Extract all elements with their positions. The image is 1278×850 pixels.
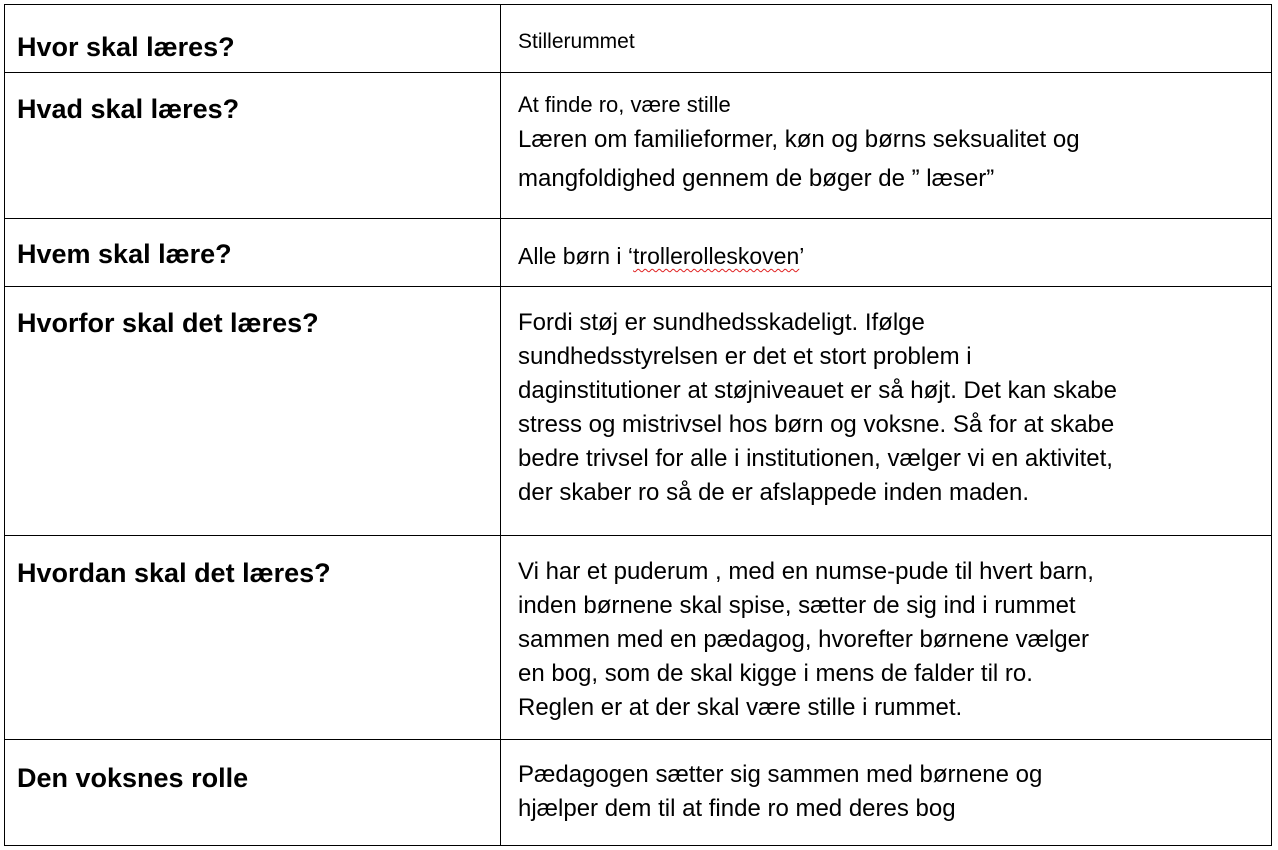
question-label: Den voksnes rolle [17, 763, 249, 793]
answer-line: Pædagogen sætter sig sammen med børnene og [518, 761, 1043, 788]
answer-cell [501, 287, 1272, 536]
answer-cell [501, 536, 1272, 740]
answer-line: sundhedsstyrelsen er det et stort problem i [518, 343, 972, 370]
question-label: Hvad skal læres? [17, 94, 240, 124]
question-label: Hvem skal lære? [17, 239, 232, 269]
lesson-plan-table [4, 4, 1272, 846]
table-row [5, 740, 1272, 846]
table-row [5, 287, 1272, 536]
answer-line: stress og mistrivsel hos børn og voksne. Så for at skabe [518, 411, 1115, 438]
question-cell [5, 219, 501, 287]
answer-prefix: Alle børn i ‘ [518, 243, 634, 269]
answer-cell [501, 219, 1272, 287]
answer-line: Stillerummet [518, 30, 635, 53]
question-cell [5, 73, 501, 219]
answer-line: Reglen er at der skal være stille i rummet. [518, 694, 963, 721]
answer-line: der skaber ro så de er afslappede inden maden. [518, 479, 1029, 506]
question-label: Hvordan skal det læres? [17, 558, 331, 588]
spellcheck-word: trollerolleskoven [633, 243, 800, 269]
table-row [5, 219, 1272, 287]
answer-suffix: ’ [799, 243, 805, 269]
question-cell [5, 740, 501, 846]
answer-cell [501, 73, 1272, 219]
question-cell [5, 536, 501, 740]
table-row [5, 5, 1272, 73]
answer-line: mangfoldighed gennem de bøger de ” læser” [518, 165, 995, 192]
answer-line: daginstitutioner at støjniveauet er så højt. Det kan skabe [518, 377, 1117, 404]
answer-line [518, 219, 1271, 273]
answer-line: Vi har et puderum , med en numse-pude til hvert barn, [518, 558, 1094, 585]
answer-line: en bog, som de skal kigge i mens de falder til ro. [518, 660, 1033, 687]
answer-line: sammen med en pædagog, hvorefter børnene vælger [518, 626, 1089, 653]
answer-cell [501, 740, 1272, 846]
question-cell [5, 5, 501, 73]
answer-line: At finde ro, være stille [518, 92, 731, 117]
answer-cell [501, 5, 1272, 73]
answer-line: hjælper dem til at finde ro med deres bog [518, 795, 956, 822]
answer-line: bedre trivsel for alle i institutionen, vælger vi en aktivitet, [518, 445, 1113, 472]
table-row [5, 73, 1272, 219]
table-row [5, 536, 1272, 740]
answer-line: inden børnene skal spise, sætter de sig ind i rummet [518, 592, 1076, 619]
answer-line: Læren om familieformer, køn og børns seksualitet og [518, 126, 1080, 153]
answer-line: Fordi støj er sundhedsskadeligt. Ifølge [518, 309, 925, 336]
question-label: Hvor skal læres? [17, 32, 235, 62]
question-label: Hvorfor skal det læres? [17, 308, 319, 338]
question-cell [5, 287, 501, 536]
